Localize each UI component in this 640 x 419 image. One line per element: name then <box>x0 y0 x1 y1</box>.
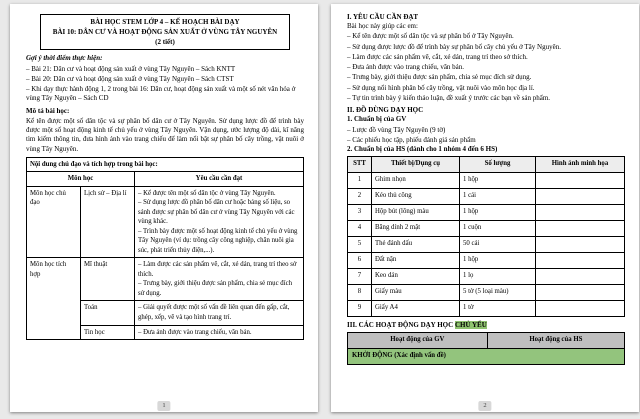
column-header-monhoc: Môn học <box>27 172 135 187</box>
equipment-name: Kéo thủ công <box>372 189 460 205</box>
activities-table <box>347 332 625 365</box>
objective-item: – Tự tin trình bày ý kiến thảo luận, đề xuất ý trước các bạn về sản phẩm. <box>347 93 551 102</box>
lesson-title-box <box>40 14 290 50</box>
table-row <box>27 258 304 301</box>
suggestion-item: – Bài 20: Dân cư và hoạt động sản xuất ở vùng Tây Nguyên – Sách CTST <box>26 74 234 83</box>
equipment-name: Đất nặn <box>372 253 460 269</box>
equipment-name: Băng dính 2 mặt <box>372 221 460 237</box>
page-1[interactable] <box>10 4 318 412</box>
suggestion-item: – Bài 21: Dân cư và hoạt động sản xuất ở vùng Tây Nguyên – Sách KNTT <box>26 64 236 73</box>
equipment-name: Thẻ đánh dấu <box>372 237 460 253</box>
equipment-col-qty: Số lượng <box>460 157 536 173</box>
requirement-item: – Trưng bày, giới thiệu được sản phẩm, chia sẻ mục đích sử dụng. <box>138 280 292 297</box>
table-row <box>348 205 625 221</box>
table-row <box>348 237 625 253</box>
phase-khoi-dong: KHỞI ĐỘNG (Xác định vấn đề) <box>348 349 625 365</box>
equipment-stt: 3 <box>348 205 372 221</box>
description-heading: Mô tả bài học: <box>26 106 70 115</box>
integrated-subject-label: Môn học tích hợp <box>27 258 81 340</box>
objective-item: – Kể tên được một số dân tộc và sự phân bố ở Tây Nguyên. <box>347 32 514 41</box>
equipment-name: Keo dán <box>372 269 460 285</box>
page-number-badge: 2 <box>478 401 491 411</box>
equipment-qty: 5 tờ (5 loại màu) <box>460 285 536 301</box>
equipment-image-cell <box>536 285 625 301</box>
requirement-item: – Đưa ảnh được vào trang chiếu, văn bản. <box>138 328 252 336</box>
table-row <box>348 221 625 237</box>
table-row <box>27 157 304 172</box>
table-row <box>348 349 625 365</box>
equipment-col-device: Thiết bị/Dụng cụ <box>372 157 460 173</box>
equipment-name: Giấy màu <box>372 285 460 301</box>
equipment-qty: 1 tờ <box>460 301 536 317</box>
equipment-qty: 1 lọ <box>460 269 536 285</box>
lesson-duration: (2 tiết) <box>155 38 175 47</box>
main-subject-name: Lịch sử – Địa lí <box>81 186 135 258</box>
equipment-qty: 1 hộp <box>460 253 536 269</box>
section-3-heading <box>347 321 625 330</box>
table-row <box>348 301 625 317</box>
equipment-stt: 5 <box>348 237 372 253</box>
equipment-stt: 2 <box>348 189 372 205</box>
equipment-qty: 1 cuộn <box>460 221 536 237</box>
requirement-item: – Làm được các sản phẩm vẽ, cắt, xé dán, trang trí theo sở thích. <box>138 261 297 278</box>
toan-requirements <box>135 301 304 325</box>
equipment-stt: 1 <box>348 173 372 189</box>
table-row <box>27 186 304 258</box>
equipment-qty: 1 hộp <box>460 173 536 189</box>
equipment-name: Hộp bút (lông) màu <box>372 205 460 221</box>
activities-col-hs: Hoạt động của HS <box>487 333 624 349</box>
suggestion-item: – Khi dạy thực hành động 1, 2 trong bài 16: Dân cư, hoạt động sản xuất và một số nét văn hóa ở vùng Tây Nguyên – Sách CD <box>26 85 296 103</box>
equipment-col-stt: STT <box>348 157 372 173</box>
equipment-stt: 8 <box>348 285 372 301</box>
equipment-image-cell <box>536 301 625 317</box>
section-3-heading-highlight: CHỦ YẾU <box>454 320 487 329</box>
objective-item: – Trưng bày, giới thiệu được sản phẩm, chia sẻ mục đích sử dụng. <box>347 73 532 82</box>
objective-item: – Sử dụng nổi hình phân bố cây trồng, vật nuôi vào môn học địa lí. <box>347 83 535 92</box>
equipment-qty: 1 cái <box>460 189 536 205</box>
table-row <box>348 269 625 285</box>
series-title: BÀI HỌC STEM LỚP 4 – KẾ HOẠCH BÀI DẠY <box>90 18 240 26</box>
column-header-yeucau: Yêu cầu cần đạt <box>135 172 304 187</box>
equipment-image-cell <box>536 189 625 205</box>
suggestion-heading: Gợi ý thời điểm thực hiện: <box>26 54 103 63</box>
activities-col-gv: Hoạt động của GV <box>348 333 488 349</box>
equipment-stt: 4 <box>348 221 372 237</box>
table-header-row <box>348 157 625 173</box>
subjects-table-title: Nội dung chủ đạo và tích hợp trong bài học: <box>27 157 304 172</box>
subjects-table <box>26 157 304 340</box>
equipment-stt: 6 <box>348 253 372 269</box>
section-1-intro: Bài học này giúp các em: <box>347 22 418 31</box>
main-subject-requirements <box>135 186 304 258</box>
mythuat-requirements <box>135 258 304 301</box>
equipment-name: Ghim nhọn <box>372 173 460 189</box>
section-1-heading: I. YÊU CẦU CẦN ĐẠT <box>347 13 419 21</box>
equipment-qty: 1 hộp <box>460 205 536 221</box>
table-header-row <box>348 333 625 349</box>
equipment-image-cell <box>536 237 625 253</box>
lesson-title: BÀI 10: DÂN CƯ VÀ HOẠT ĐỘNG SẢN XUẤT Ở VÙNG TÂY NGUYÊN <box>52 28 278 37</box>
requirement-item: – Kể được tên một số dân tộc ở vùng Tây Nguyên. <box>138 189 276 197</box>
table-row <box>348 173 625 189</box>
description-text: Kể tên được một số dân tộc và sự phân bố dân cư ở Tây Nguyên. Sử dụng lược đồ để trình bày được một số hoạt động kinh tế chủ yếu ở vùng Tây Nguyên. Vận dụng, ước lượng độ dài, kĩ năng tìm kiếm thông tin, đưa hình ảnh vào trang chiếu để làm nổi bật sự phân bố cây trồng, vật nuôi ở vùng Tây Nguyên. <box>26 116 304 153</box>
equipment-image-cell <box>536 205 625 221</box>
objective-item: – Đưa ảnh được vào trang chiếu, văn bản. <box>347 63 465 72</box>
page-number-badge: 1 <box>157 401 170 411</box>
equipment-image-cell <box>536 221 625 237</box>
gv-preparation-heading: 1. Chuẩn bị của GV <box>347 115 407 124</box>
table-row <box>348 285 625 301</box>
hs-preparation-heading: 2. Chuẩn bị của HS (dành cho 1 nhóm 4 đến 6 HS) <box>347 145 498 154</box>
equipment-image-cell <box>536 269 625 285</box>
table-row <box>348 189 625 205</box>
equipment-image-cell <box>536 253 625 269</box>
equipment-image-cell <box>536 173 625 189</box>
equipment-stt: 9 <box>348 301 372 317</box>
equipment-col-image: Hình ảnh minh họa <box>536 157 625 173</box>
section-2-heading: II. ĐỒ DÙNG DẠY HỌC <box>347 106 424 115</box>
subject-mythuat: Mĩ thuật <box>81 258 135 301</box>
main-subject-label: Môn học chủ đạo <box>27 186 81 258</box>
requirement-item: – Giải quyết được một số vấn đề liên quan đến gấp, cắt, ghép, xếp, vẽ và tạo hình trang trí. <box>138 304 290 321</box>
gv-preparation-item: – Các phiếu học tập, phiếu đánh giá sản phẩm <box>347 135 476 144</box>
table-row <box>348 253 625 269</box>
requirement-item: – Sử dụng lược đồ phân bố dân cư hoặc bảng số liệu, so sánh được sự phân bố dân cư ở vùng Tây Nguyên với các vùng khác. <box>138 199 295 226</box>
subject-tinhoc: Tin học <box>81 325 135 340</box>
gv-preparation-item: – Lược đồ vùng Tây Nguyên (9 tờ) <box>347 125 446 134</box>
page-2[interactable] <box>331 4 639 412</box>
equipment-name: Giấy A4 <box>372 301 460 317</box>
requirement-item: – Trình bày được một số hoạt động kinh tế chủ yếu ở vùng Tây Nguyên (ví dụ: trồng cây công nghiệp, chăn nuôi gia súc, phát triển thủy điện,...). <box>138 227 298 254</box>
table-row <box>27 172 304 187</box>
equipment-qty: 50 cái <box>460 237 536 253</box>
objective-item: – Sử dụng được lược đồ để trình bày sự phân bố cây chủ yếu ở Tây Nguyên. <box>347 42 561 51</box>
objective-item: – Làm được các sản phẩm vẽ, cắt, xé dán, trang trí theo sở thích. <box>347 52 528 61</box>
equipment-stt: 7 <box>348 269 372 285</box>
section-3-heading-text: III. CÁC HOẠT ĐỘNG DẠY HỌC <box>347 320 455 329</box>
equipment-table <box>347 156 625 317</box>
subject-toan: Toán <box>81 301 135 325</box>
tinhoc-requirements <box>135 325 304 340</box>
